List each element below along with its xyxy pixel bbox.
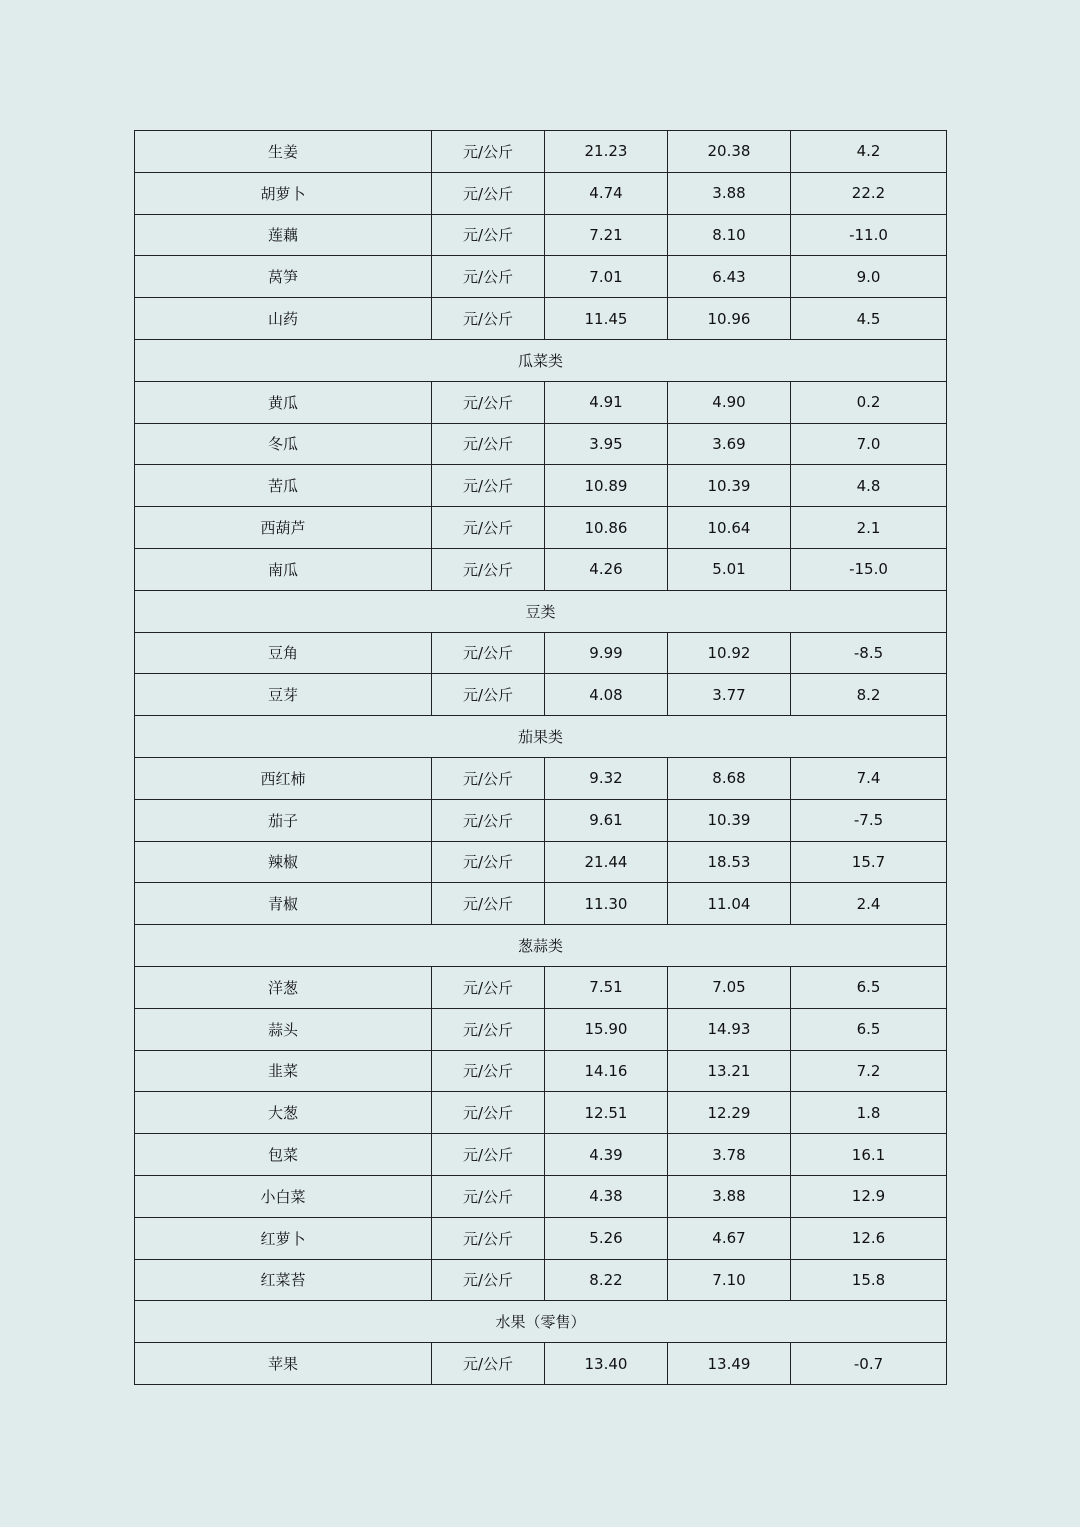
current-price-cell: 7.21: [545, 214, 668, 256]
item-name-cell: 青椒: [135, 883, 432, 925]
change-percent-cell: 2.4: [791, 883, 947, 925]
item-name-cell: 豆芽: [135, 674, 432, 716]
current-price-cell: 4.91: [545, 381, 668, 423]
unit-cell: 元/公斤: [432, 966, 545, 1008]
table-row: [135, 381, 947, 423]
change-percent-cell: 4.8: [791, 465, 947, 507]
item-name-cell: 山药: [135, 298, 432, 340]
item-name-cell: 生姜: [135, 131, 432, 173]
previous-price-cell: 3.77: [668, 674, 791, 716]
unit-cell: 元/公斤: [432, 172, 545, 214]
item-name-cell: 豆角: [135, 632, 432, 674]
previous-price-cell: 13.49: [668, 1343, 791, 1385]
change-percent-cell: 8.2: [791, 674, 947, 716]
current-price-cell: 13.40: [545, 1343, 668, 1385]
item-name-cell: 苹果: [135, 1343, 432, 1385]
previous-price-cell: 3.88: [668, 1175, 791, 1217]
item-name-cell: 南瓜: [135, 548, 432, 590]
item-name-cell: 小白菜: [135, 1175, 432, 1217]
table-row: [135, 1259, 947, 1301]
category-row: [135, 339, 947, 381]
current-price-cell: 8.22: [545, 1259, 668, 1301]
change-percent-cell: -7.5: [791, 799, 947, 841]
current-price-cell: 11.30: [545, 883, 668, 925]
item-name-cell: 黄瓜: [135, 381, 432, 423]
table-row: [135, 799, 947, 841]
change-percent-cell: 12.6: [791, 1217, 947, 1259]
change-percent-cell: 7.4: [791, 757, 947, 799]
current-price-cell: 10.89: [545, 465, 668, 507]
unit-cell: 元/公斤: [432, 757, 545, 799]
item-name-cell: 莲藕: [135, 214, 432, 256]
category-label: 豆类: [135, 590, 947, 632]
category-row: [135, 590, 947, 632]
item-name-cell: 大葱: [135, 1092, 432, 1134]
current-price-cell: 14.16: [545, 1050, 668, 1092]
current-price-cell: 4.26: [545, 548, 668, 590]
previous-price-cell: 3.69: [668, 423, 791, 465]
unit-cell: 元/公斤: [432, 674, 545, 716]
previous-price-cell: 5.01: [668, 548, 791, 590]
item-name-cell: 冬瓜: [135, 423, 432, 465]
change-percent-cell: -0.7: [791, 1343, 947, 1385]
item-name-cell: 茄子: [135, 799, 432, 841]
previous-price-cell: 8.68: [668, 757, 791, 799]
table-row: [135, 214, 947, 256]
previous-price-cell: 8.10: [668, 214, 791, 256]
current-price-cell: 21.23: [545, 131, 668, 173]
previous-price-cell: 20.38: [668, 131, 791, 173]
table-row: [135, 757, 947, 799]
previous-price-cell: 14.93: [668, 1008, 791, 1050]
category-label: 瓜菜类: [135, 339, 947, 381]
current-price-cell: 11.45: [545, 298, 668, 340]
category-row: [135, 925, 947, 967]
current-price-cell: 9.32: [545, 757, 668, 799]
item-name-cell: 莴笋: [135, 256, 432, 298]
unit-cell: 元/公斤: [432, 465, 545, 507]
unit-cell: 元/公斤: [432, 1343, 545, 1385]
unit-cell: 元/公斤: [432, 256, 545, 298]
change-percent-cell: 0.2: [791, 381, 947, 423]
previous-price-cell: 6.43: [668, 256, 791, 298]
change-percent-cell: -8.5: [791, 632, 947, 674]
change-percent-cell: 1.8: [791, 1092, 947, 1134]
change-percent-cell: 22.2: [791, 172, 947, 214]
current-price-cell: 4.74: [545, 172, 668, 214]
previous-price-cell: 10.39: [668, 799, 791, 841]
current-price-cell: 10.86: [545, 507, 668, 549]
unit-cell: 元/公斤: [432, 507, 545, 549]
category-row: [135, 1301, 947, 1343]
previous-price-cell: 10.39: [668, 465, 791, 507]
change-percent-cell: 9.0: [791, 256, 947, 298]
item-name-cell: 苦瓜: [135, 465, 432, 507]
price-table: [134, 130, 947, 1385]
table-body: [135, 131, 947, 1385]
current-price-cell: 5.26: [545, 1217, 668, 1259]
unit-cell: 元/公斤: [432, 548, 545, 590]
current-price-cell: 21.44: [545, 841, 668, 883]
table-row: [135, 1343, 947, 1385]
table-row: [135, 1008, 947, 1050]
table-row: [135, 632, 947, 674]
change-percent-cell: 12.9: [791, 1175, 947, 1217]
previous-price-cell: 4.67: [668, 1217, 791, 1259]
unit-cell: 元/公斤: [432, 131, 545, 173]
previous-price-cell: 3.78: [668, 1134, 791, 1176]
current-price-cell: 3.95: [545, 423, 668, 465]
current-price-cell: 4.38: [545, 1175, 668, 1217]
current-price-cell: 4.39: [545, 1134, 668, 1176]
previous-price-cell: 18.53: [668, 841, 791, 883]
unit-cell: 元/公斤: [432, 883, 545, 925]
change-percent-cell: 2.1: [791, 507, 947, 549]
table-row: [135, 1175, 947, 1217]
item-name-cell: 西葫芦: [135, 507, 432, 549]
table-row: [135, 507, 947, 549]
previous-price-cell: 7.05: [668, 966, 791, 1008]
table-row: [135, 1134, 947, 1176]
previous-price-cell: 10.96: [668, 298, 791, 340]
table-row: [135, 674, 947, 716]
table-row: [135, 966, 947, 1008]
current-price-cell: 9.61: [545, 799, 668, 841]
previous-price-cell: 7.10: [668, 1259, 791, 1301]
current-price-cell: 7.01: [545, 256, 668, 298]
table-row: [135, 423, 947, 465]
unit-cell: 元/公斤: [432, 841, 545, 883]
unit-cell: 元/公斤: [432, 381, 545, 423]
table-row: [135, 1092, 947, 1134]
previous-price-cell: 13.21: [668, 1050, 791, 1092]
unit-cell: 元/公斤: [432, 298, 545, 340]
category-label: 水果（零售）: [135, 1301, 947, 1343]
unit-cell: 元/公斤: [432, 799, 545, 841]
change-percent-cell: -15.0: [791, 548, 947, 590]
change-percent-cell: -11.0: [791, 214, 947, 256]
previous-price-cell: 11.04: [668, 883, 791, 925]
change-percent-cell: 4.5: [791, 298, 947, 340]
item-name-cell: 红菜苔: [135, 1259, 432, 1301]
unit-cell: 元/公斤: [432, 1092, 545, 1134]
unit-cell: 元/公斤: [432, 1134, 545, 1176]
unit-cell: 元/公斤: [432, 1008, 545, 1050]
category-label: 茄果类: [135, 716, 947, 758]
item-name-cell: 洋葱: [135, 966, 432, 1008]
unit-cell: 元/公斤: [432, 423, 545, 465]
item-name-cell: 包菜: [135, 1134, 432, 1176]
unit-cell: 元/公斤: [432, 1175, 545, 1217]
previous-price-cell: 4.90: [668, 381, 791, 423]
change-percent-cell: 6.5: [791, 1008, 947, 1050]
unit-cell: 元/公斤: [432, 1050, 545, 1092]
table-row: [135, 841, 947, 883]
category-label: 葱蒜类: [135, 925, 947, 967]
table-row: [135, 256, 947, 298]
table-row: [135, 298, 947, 340]
item-name-cell: 红萝卜: [135, 1217, 432, 1259]
current-price-cell: 7.51: [545, 966, 668, 1008]
unit-cell: 元/公斤: [432, 1217, 545, 1259]
current-price-cell: 9.99: [545, 632, 668, 674]
item-name-cell: 韭菜: [135, 1050, 432, 1092]
item-name-cell: 胡萝卜: [135, 172, 432, 214]
table-row: [135, 883, 947, 925]
change-percent-cell: 4.2: [791, 131, 947, 173]
current-price-cell: 15.90: [545, 1008, 668, 1050]
table-row: [135, 548, 947, 590]
item-name-cell: 西红柿: [135, 757, 432, 799]
change-percent-cell: 15.8: [791, 1259, 947, 1301]
table-row: [135, 131, 947, 173]
table-row: [135, 465, 947, 507]
current-price-cell: 12.51: [545, 1092, 668, 1134]
unit-cell: 元/公斤: [432, 632, 545, 674]
change-percent-cell: 7.0: [791, 423, 947, 465]
unit-cell: 元/公斤: [432, 1259, 545, 1301]
table-row: [135, 1050, 947, 1092]
change-percent-cell: 16.1: [791, 1134, 947, 1176]
previous-price-cell: 12.29: [668, 1092, 791, 1134]
change-percent-cell: 15.7: [791, 841, 947, 883]
item-name-cell: 蒜头: [135, 1008, 432, 1050]
previous-price-cell: 10.92: [668, 632, 791, 674]
document-page: [134, 130, 946, 1385]
item-name-cell: 辣椒: [135, 841, 432, 883]
previous-price-cell: 3.88: [668, 172, 791, 214]
table-row: [135, 172, 947, 214]
change-percent-cell: 6.5: [791, 966, 947, 1008]
unit-cell: 元/公斤: [432, 214, 545, 256]
category-row: [135, 716, 947, 758]
change-percent-cell: 7.2: [791, 1050, 947, 1092]
table-row: [135, 1217, 947, 1259]
current-price-cell: 4.08: [545, 674, 668, 716]
previous-price-cell: 10.64: [668, 507, 791, 549]
